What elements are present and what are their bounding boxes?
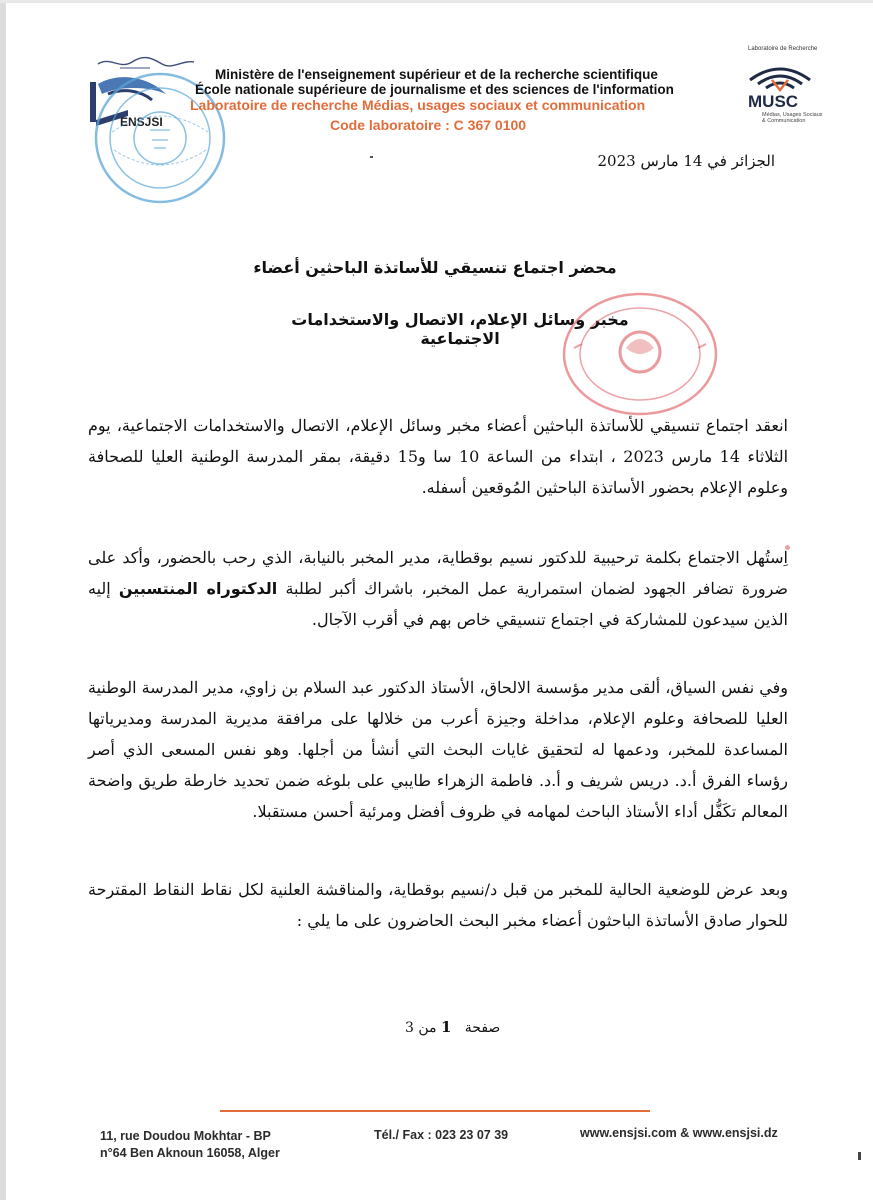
footer-phone: Tél./ Fax : 023 23 07 39 xyxy=(374,1128,509,1142)
lab-code-line: Code laboratoire : C 367 0100 xyxy=(330,117,527,133)
scan-speck xyxy=(370,156,373,158)
ensjsi-label: ENSJSI xyxy=(120,115,163,129)
paragraph-welcome-text-end: إليه الذين سيدعون للمشاركة في اجتماع تنسيقي خاص بهم في أقرب الآجال. xyxy=(88,579,788,629)
document-title-line1: محضر اجتماع تنسيقي للأساتذة الباحثين أعضاء xyxy=(253,258,617,277)
footer-divider xyxy=(220,1110,650,1112)
scan-edge xyxy=(0,0,6,1200)
musc-title: MUSC xyxy=(748,92,799,111)
laboratory-line: Laboratoire de recherche Médias, usages sociaux et communication xyxy=(190,97,646,113)
musc-subtitle xyxy=(762,112,823,124)
page-total: من 3 xyxy=(405,1020,437,1036)
paragraph-welcome-bold: الدكتوراه المنتسبين xyxy=(118,579,278,598)
paragraph-welcome-speech xyxy=(88,542,788,635)
musc-subtitle-line1: Médias, Usages Sociaux xyxy=(762,112,823,118)
ministry-line: Ministère de l'enseignement supérieur et de la recherche scientifique xyxy=(215,67,658,82)
document-title-line2: مخبر وسائل الإعلام، الاتصال والاستخدامات الاجتماعية xyxy=(291,310,629,348)
red-stamp-icon xyxy=(560,290,720,418)
page-number xyxy=(405,1018,500,1036)
page-current: 1 xyxy=(440,1018,452,1036)
school-line: École nationale supérieure de journalisme et des sciences de l'information xyxy=(195,82,674,97)
footer-address-line2: n°64 Ben Aknoun 16058, Alger xyxy=(100,1146,280,1160)
scan-edge-top xyxy=(0,0,873,3)
paragraph-director-intervention: وفي نفس السياق، ألقى مدير مؤسسة الالحاق، الأستاذ الدكتور عبد السلام بن زاوي، مدير المدرسة الوطنية العليا للصحافة وعلوم الإعلام، مداخلة وجيزة أعرب من خلالها على مرافقة مديرية المدرسة ومديرياتها المساعدة للمخبر، ودعمها له لتحقيق غايات البحث التي أنشأ من أجلها. وهو نفس المسعى الذي أصر رؤساء الفرق أ.د. دريس شريف و أ.د. فاطمة الزهراء طايبي على بلوغه ضمن تحديد خارطة طريق واضحة المعالم تكَفُّل أداء الأستاذ الباحث لمهامه في ظروف أفضل ومرئية أحسن مستقبلا. xyxy=(88,678,789,821)
paragraph-welcome-text-start: اِستُهل الاجتماع بكلمة ترحيبية للدكتور نسيم بوقطاية، مدير المخبر بالنيابة، الذي رحب بالحضور، وأكد على ضرورة تضافر الجهود لضمان استمرارية عمل المخبر، باشراك أكبر لطلبة xyxy=(88,548,788,598)
footer-address-line1: 11, rue Doudou Mokhtar - BP xyxy=(100,1129,271,1143)
musc-subtitle-line2: & Communication xyxy=(762,118,806,124)
paragraph-resolutions-intro: وبعد عرض للوضعية الحالية للمخبر من قبل د/نسيم بوقطاية، والمناقشة العلنية لكل نقاط النقاط المقترحة للحوار صادق الأساتذة الباحثون أعضاء مخبر البحث الحاضرون على ما يلي : xyxy=(88,880,788,930)
paragraph-meeting-opening: انعقد اجتماع تنسيقي للأساتذة الباحثين أعضاء مخبر وسائل الإعلام، الاتصال والاستخدامات الاجتماعية، يوم الثلاثاء 14 مارس 2023 ، ابتداء من الساعة 10 سا و15 دقيقة، بمقر المدرسة الوطنية العليا للصحافة وعلوم الإعلام بحضور الأساتذة الباحثين المُوقعين أسفله. xyxy=(88,416,789,497)
page-label: صفحة xyxy=(464,1020,501,1036)
musc-small-label: Laboratoire de Recherche xyxy=(748,46,818,52)
footer-websites: www.ensjsi.com & www.ensjsi.dz xyxy=(580,1126,778,1140)
document-date: الجزائر في 14 مارس 2023 xyxy=(597,152,775,170)
scan-speck-footer xyxy=(858,1152,861,1160)
